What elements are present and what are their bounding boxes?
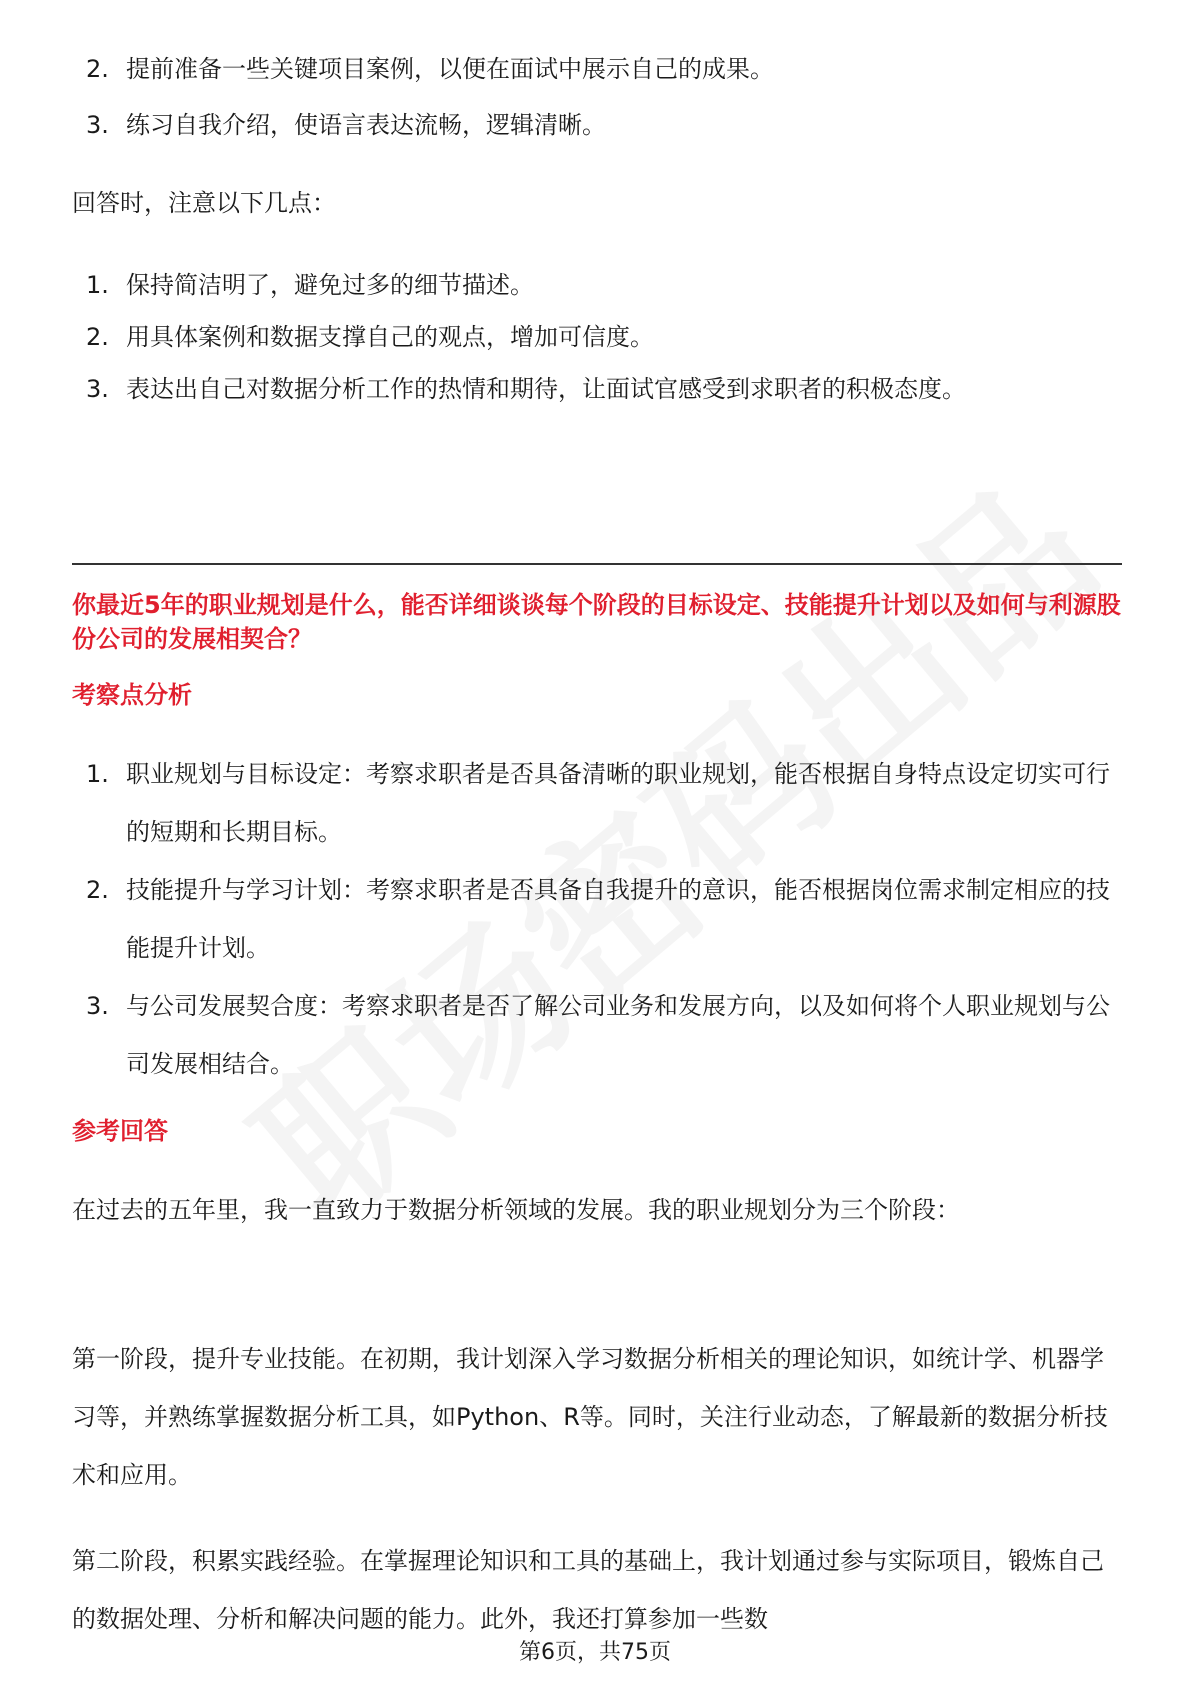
list-number: 3. bbox=[86, 111, 109, 139]
list-number: 2. bbox=[86, 55, 109, 83]
list-text: 与公司发展契合度：考察求职者是否了解公司业务和发展方向，以及如何将个人职业规划与公司发展相结合。 bbox=[126, 992, 1110, 1078]
analysis-heading: 考察点分析 bbox=[72, 681, 192, 709]
reference-paragraph: 在过去的五年里，我一直致力于数据分析领域的发展。我的职业规划分为三个阶段： bbox=[72, 1196, 960, 1224]
list-number: 1. bbox=[86, 760, 109, 788]
list-number: 3. bbox=[86, 375, 109, 403]
list-text: 职业规划与目标设定：考察求职者是否具备清晰的职业规划，能否根据自身特点设定切实可行的短期和长期目标。 bbox=[126, 760, 1110, 846]
list-text: 练习自我介绍，使语言表达流畅，逻辑清晰。 bbox=[126, 111, 606, 139]
list-text: 表达出自己对数据分析工作的热情和期待，让面试官感受到求职者的积极态度。 bbox=[126, 375, 966, 403]
list-number: 2. bbox=[86, 876, 109, 904]
section-divider bbox=[72, 563, 1122, 565]
list-number: 1. bbox=[86, 271, 109, 299]
answer-intro: 回答时，注意以下几点： bbox=[72, 189, 336, 217]
reference-paragraph: 第二阶段，积累实践经验。在掌握理论知识和工具的基础上，我计划通过参与实际项目，锻炼自己的数据处理、分析和解决问题的能力。此外，我还打算参加一些数 bbox=[72, 1547, 1104, 1633]
list-number: 3. bbox=[86, 992, 109, 1020]
page-footer: 第6页，共75页 bbox=[519, 1640, 671, 1665]
list-text: 提前准备一些关键项目案例，以便在面试中展示自己的成果。 bbox=[126, 55, 774, 83]
reference-heading: 参考回答 bbox=[72, 1117, 168, 1145]
list-text: 用具体案例和数据支撑自己的观点，增加可信度。 bbox=[126, 323, 654, 351]
list-text: 保持简洁明了，避免过多的细节描述。 bbox=[126, 271, 534, 299]
reference-paragraph: 第一阶段，提升专业技能。在初期，我计划深入学习数据分析相关的理论知识，如统计学、机器学习等，并熟练掌握数据分析工具，如Python、R等。同时，关注行业动态，了解最新的数据分析技术和应用。 bbox=[72, 1345, 1108, 1489]
list-text: 技能提升与学习计划：考察求职者是否具备自我提升的意识，能否根据岗位需求制定相应的技能提升计划。 bbox=[126, 876, 1110, 962]
question-title: 你最近5年的职业规划是什么，能否详细谈谈每个阶段的目标设定、技能提升计划以及如何与利源股份公司的发展相契合？ bbox=[72, 591, 1121, 653]
list-number: 2. bbox=[86, 323, 109, 351]
